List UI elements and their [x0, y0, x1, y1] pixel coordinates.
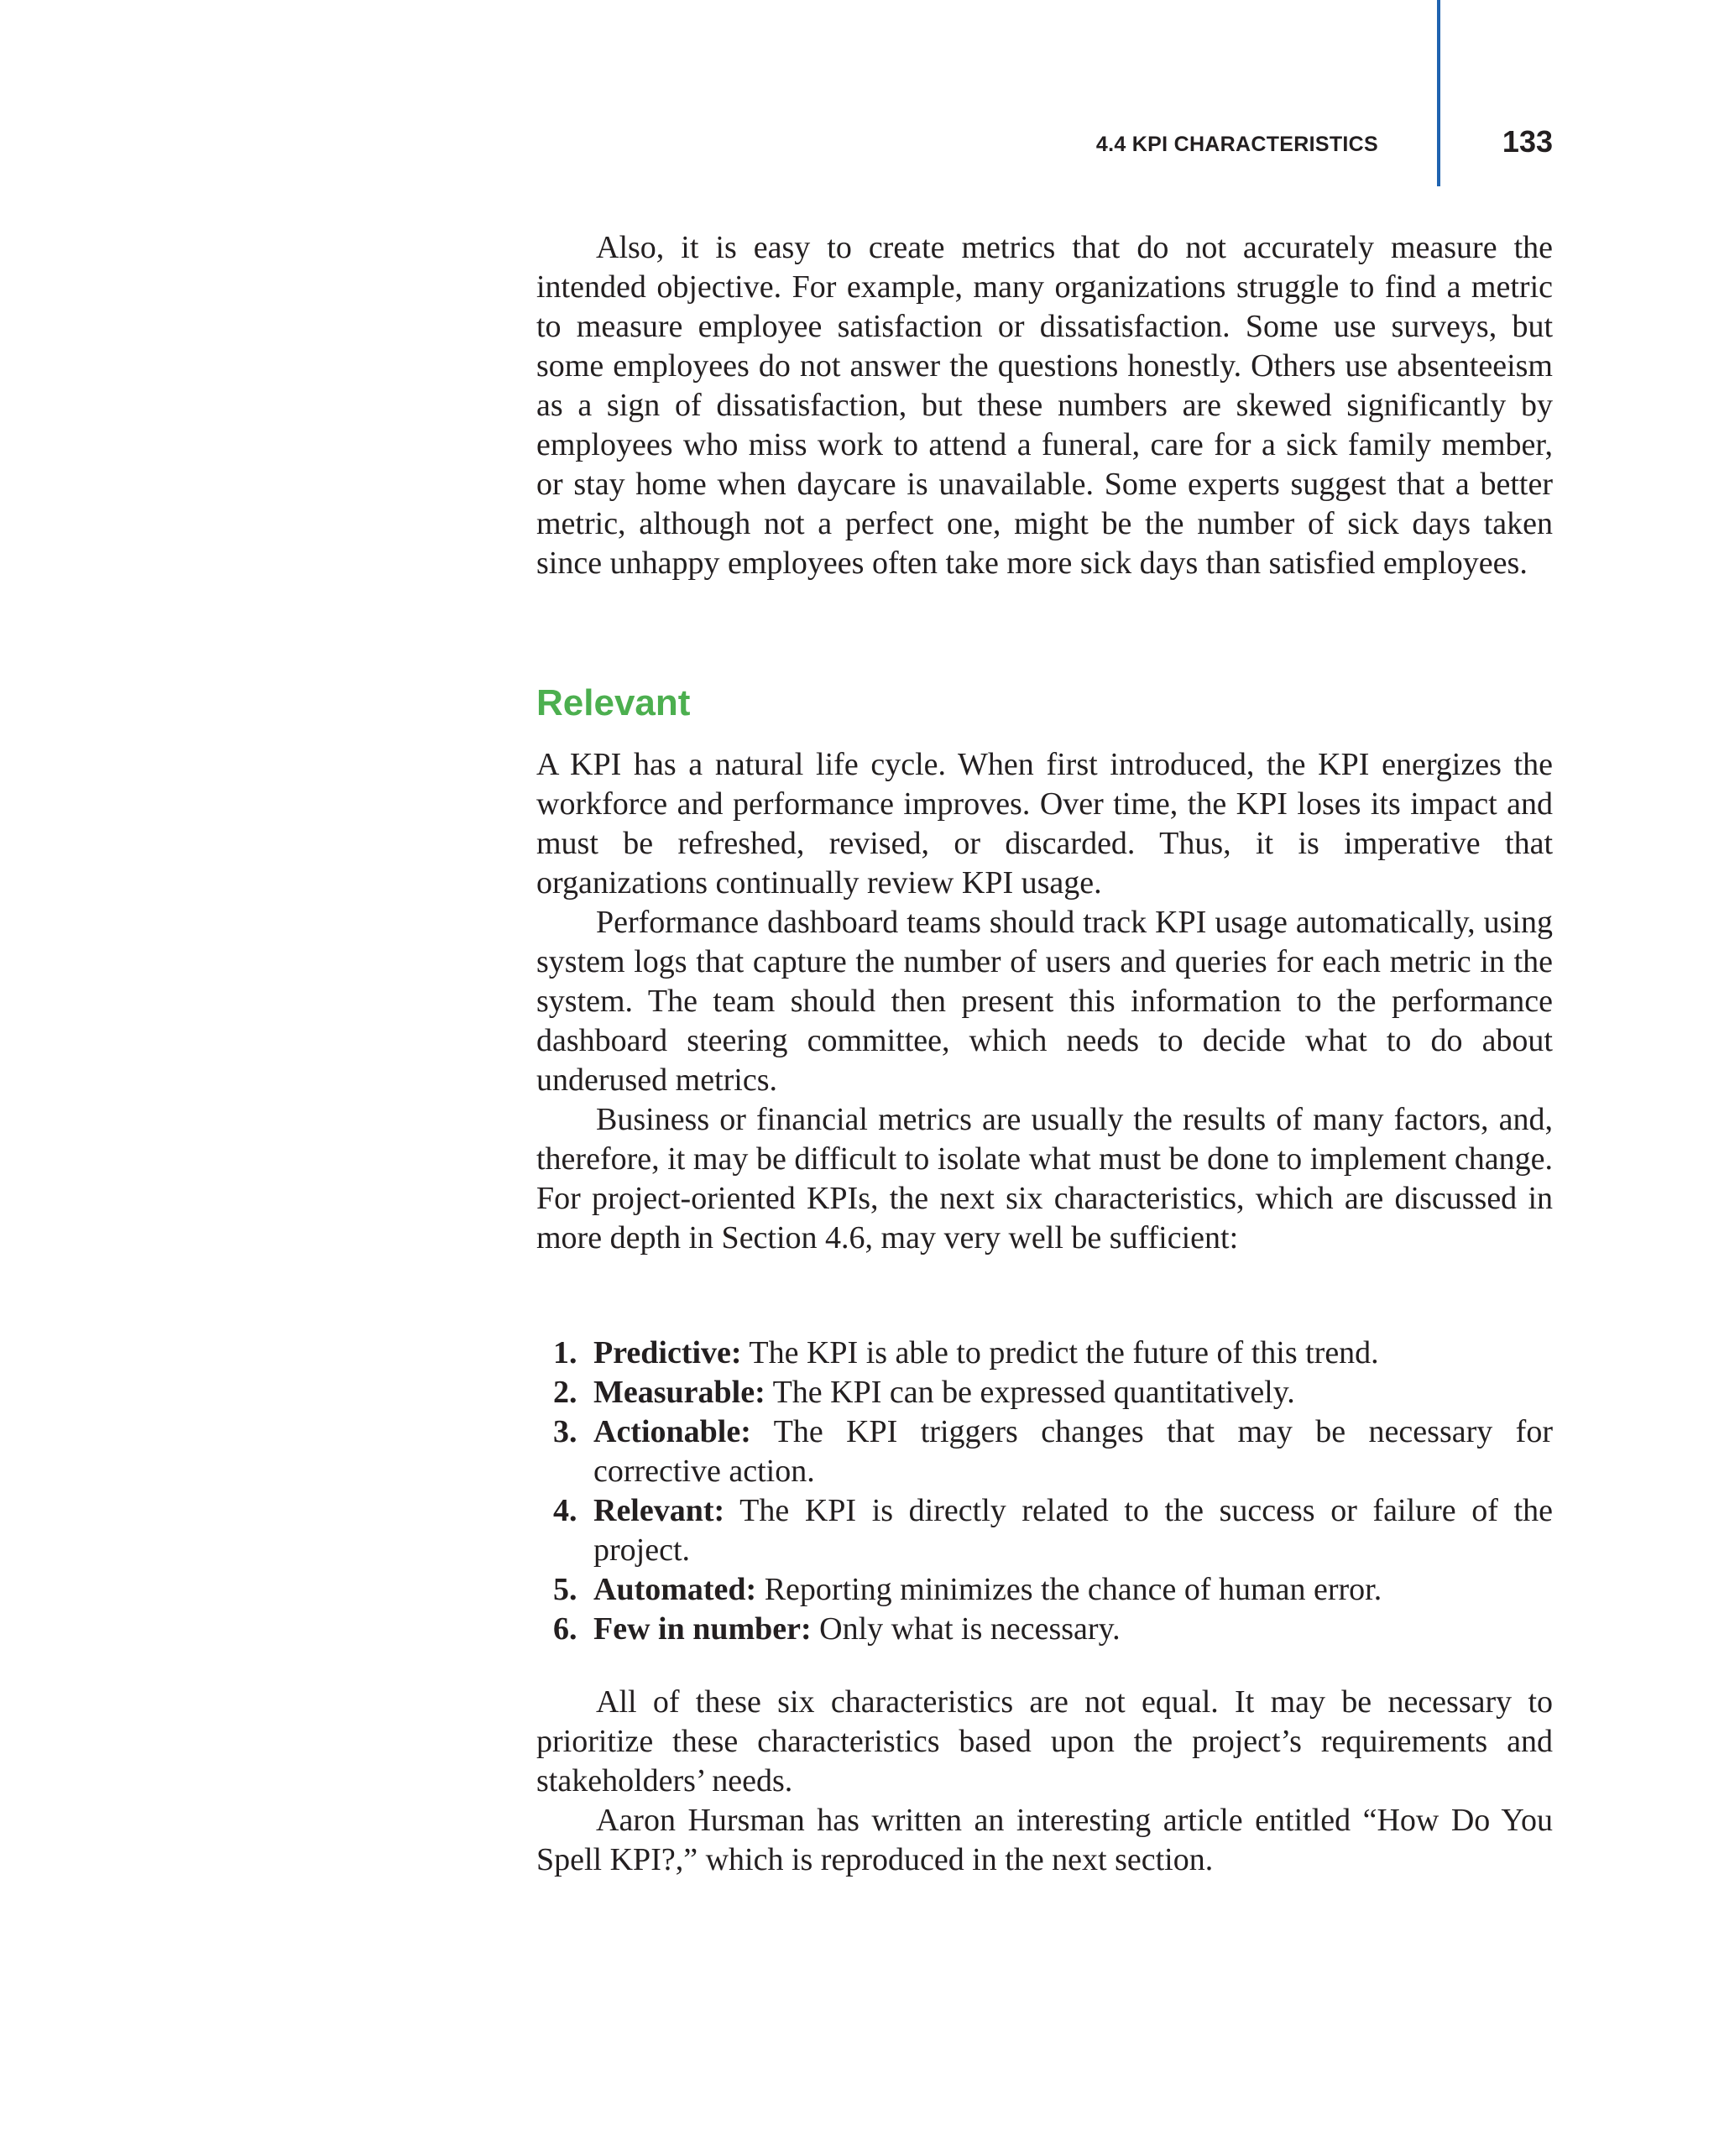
- list-item-text: The KPI is able to predict the future of this trend.: [749, 1335, 1379, 1370]
- list-item: [536, 1412, 1553, 1491]
- running-head: 4.4 KPI CHARACTERISTICS: [1095, 133, 1378, 156]
- list-item-term: Predictive:: [593, 1335, 742, 1370]
- list-item-term: Relevant:: [593, 1493, 725, 1528]
- list-item-term: Actionable:: [593, 1414, 751, 1449]
- characteristics-list: [536, 1334, 1553, 1649]
- body-paragraph: Performance dashboard teams should track KPI usage automatically, using system logs that capture the number of users and queries for each metric in the system. The team should then present this information to the performance dashboard steering committee, which needs to decide what to do about underused metrics.: [536, 905, 1553, 1098]
- intro-section: [536, 228, 1553, 583]
- list-item-text: The KPI can be expressed quantitatively.: [772, 1375, 1295, 1410]
- list-item-term: Automated:: [593, 1572, 757, 1607]
- list-item-text: The KPI is directly related to the success or failure of the project.: [593, 1493, 1553, 1568]
- body-paragraph: Business or financial metrics are usually the results of many factors, and, therefore, it may be difficult to isolate what must be done to implement change. For project-oriented KPIs, the next six characteristics, which are discussed in more depth in Section 4.6, may very well be sufficient:: [536, 1102, 1553, 1255]
- closing-section: [536, 1683, 1553, 1880]
- list-item-number: 3.: [553, 1414, 577, 1449]
- list-item-number: 4.: [553, 1493, 577, 1528]
- list-item-text: Reporting minimizes the chance of human error.: [764, 1572, 1382, 1607]
- list-item-text: Only what is necessary.: [819, 1611, 1121, 1647]
- list-item-term: Few in number:: [593, 1611, 812, 1647]
- section-heading-relevant: Relevant: [536, 682, 691, 723]
- body-paragraph: Also, it is easy to create metrics that do not accurately measure the intended objective. For example, many organizations struggle to find a metric to measure employee satisfaction or dissatisfaction. Some use surveys, but some employees do not answer the questions honestly. Others use absenteeism as a sign of dissatisfaction, but these numbers are skewed significantly by employees who miss work to attend a funeral, care for a sick family member, or stay home when daycare is unavailable. Some experts suggest that a better metric, although not a perfect one, might be the number of sick days taken since unhappy employees often take more sick days than satisfied employees.: [536, 230, 1553, 581]
- list-item-text: The KPI triggers changes that may be necessary for corrective action.: [593, 1414, 1553, 1489]
- list-item-number: 2.: [553, 1375, 577, 1410]
- list-item-number: 6.: [553, 1611, 577, 1647]
- list-item: [536, 1570, 1553, 1610]
- header-divider: [1437, 0, 1440, 186]
- list-item: [536, 1334, 1553, 1373]
- body-paragraph: Aaron Hursman has written an interesting article entitled “How Do You Spell KPI?,” which is reproduced in the next section.: [536, 1803, 1553, 1877]
- body-paragraph: A KPI has a natural life cycle. When first introduced, the KPI energizes the workforce and performance improves. Over time, the KPI loses its impact and must be refreshed, revised, or discarded. Thus, it is imperative that organizations continually review KPI usage.: [536, 747, 1553, 901]
- list-item: [536, 1491, 1553, 1570]
- list-item-number: 5.: [553, 1572, 577, 1607]
- body-paragraph: All of these six characteristics are not equal. It may be necessary to prioritize these characteristics based upon the project’s requirements and stakeholders’ needs.: [536, 1684, 1553, 1798]
- relevant-section: [536, 745, 1553, 1258]
- list-item-term: Measurable:: [593, 1375, 765, 1410]
- page-number: 133: [1502, 124, 1553, 159]
- list-item-number: 1.: [553, 1335, 577, 1370]
- list-item: [536, 1373, 1553, 1412]
- list-item: [536, 1610, 1553, 1649]
